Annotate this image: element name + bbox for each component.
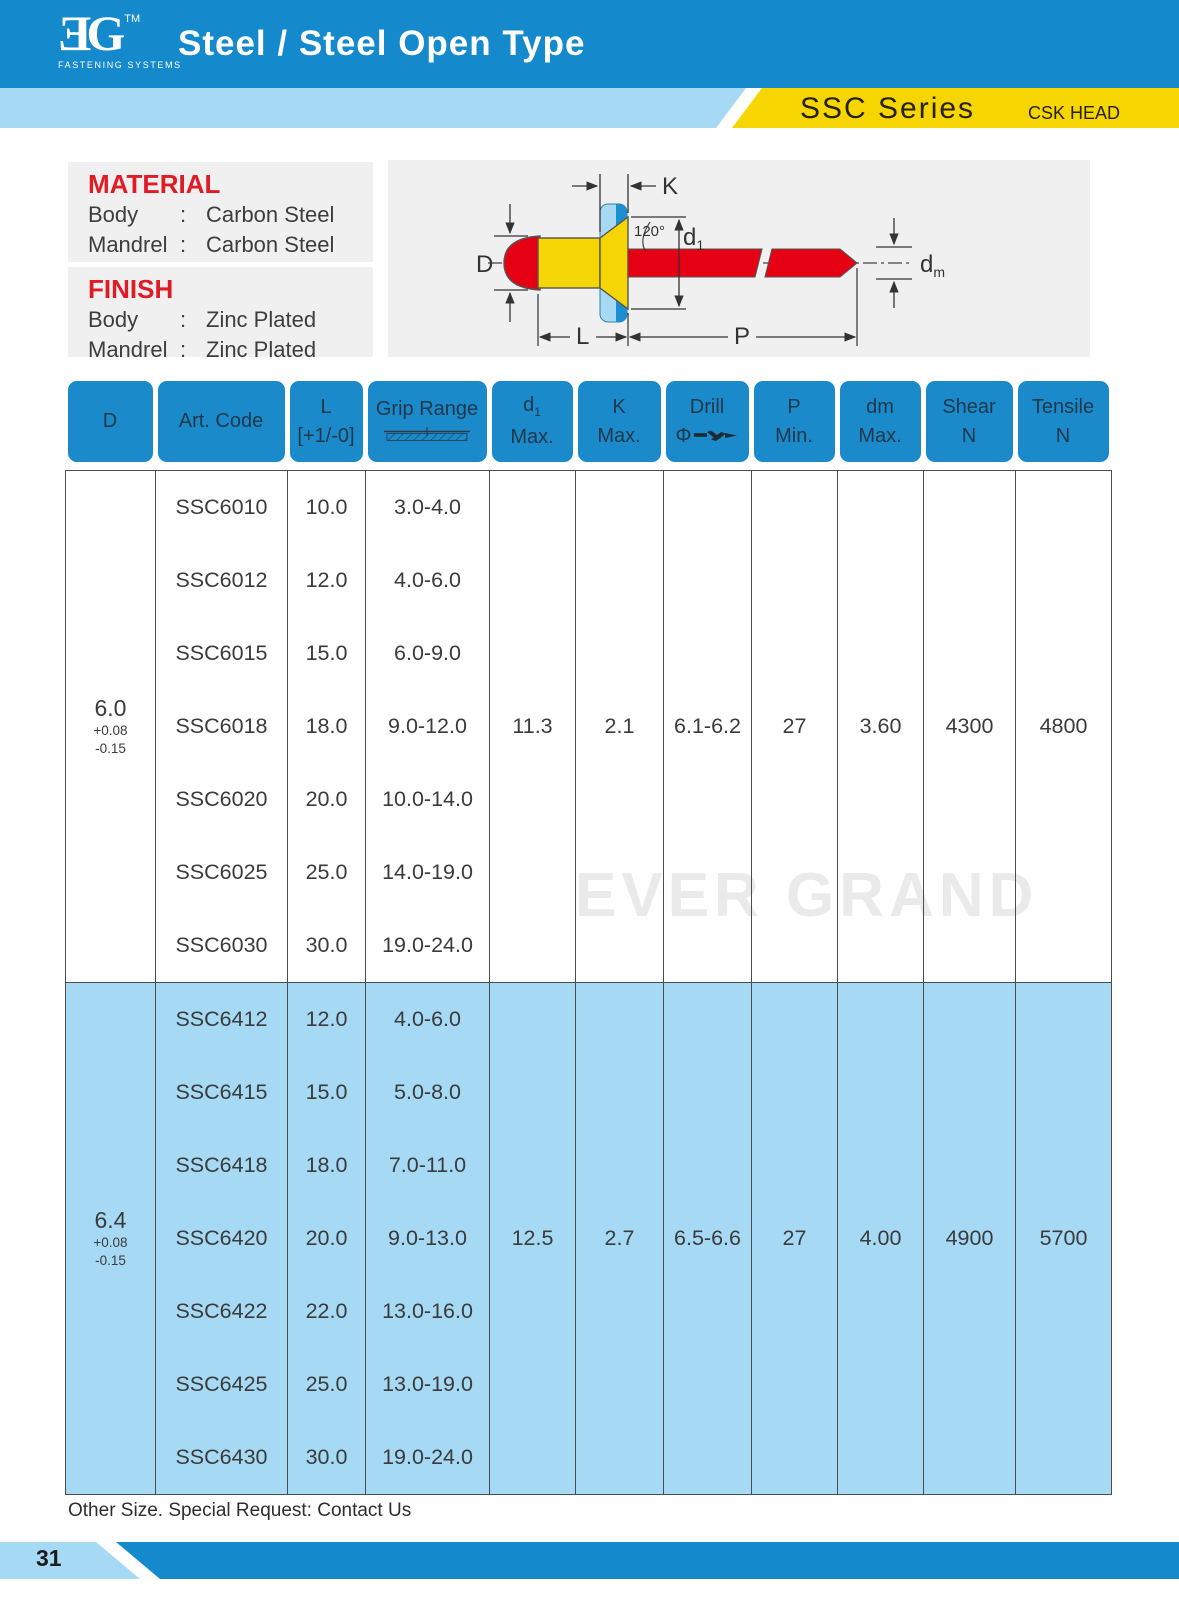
grip-range-cell: 19.0-24.0 [366, 1421, 490, 1495]
art-code-cell: SSC6018 [156, 690, 288, 763]
rivet-diagram [388, 160, 1090, 357]
colon: : [180, 231, 187, 257]
length-cell: 20.0 [288, 763, 366, 836]
spec-table [65, 470, 1112, 1495]
dim-d-label: D [476, 251, 494, 278]
drill-cell: 6.1-6.2 [664, 471, 752, 983]
drill-cell: 6.5-6.6 [664, 983, 752, 1495]
finish-mandrel-value: Zinc Plated [206, 336, 317, 362]
art-code-cell: SSC6420 [156, 1202, 288, 1275]
logo-subtext: FASTENING SYSTEMS [58, 60, 182, 70]
grip-range-cell: 13.0-16.0 [366, 1275, 490, 1348]
dim-l-label: L [576, 323, 590, 350]
series-banner-bar [0, 88, 1179, 128]
material-body-value: Carbon Steel [206, 201, 335, 227]
d-diameter-cell: 6.0 +0.08 -0.15 [66, 471, 156, 983]
material-body-label: Body [88, 201, 139, 227]
grip-range-cell: 14.0-19.0 [366, 836, 490, 909]
length-cell: 25.0 [288, 836, 366, 909]
col-header-grip-range: Grip Range [368, 381, 487, 462]
grip-range-cell: 7.0-11.0 [366, 1129, 490, 1202]
dim-k-label: K [662, 173, 679, 200]
col-header-drill: Drill Φ [666, 381, 749, 462]
material-body-row [88, 200, 373, 230]
art-code-cell: SSC6025 [156, 836, 288, 909]
footer-note: Other Size. Special Request: Contact Us [68, 1500, 412, 1521]
grip-range-icon [384, 427, 470, 444]
p-min-cell: 27 [752, 471, 838, 983]
length-cell: 30.0 [288, 1421, 366, 1495]
dim-p-label: P [734, 323, 751, 350]
art-code-cell: SSC6425 [156, 1348, 288, 1421]
colon: : [180, 336, 187, 362]
col-header-k: K Max. [578, 381, 661, 462]
page-title: Steel / Steel Open Type [178, 24, 586, 63]
grip-range-cell: 19.0-24.0 [366, 909, 490, 983]
watermark: EVER GRAND [575, 861, 1039, 930]
length-cell: 25.0 [288, 1348, 366, 1421]
material-heading: MATERIAL [88, 169, 221, 199]
top-header-bar [0, 0, 1179, 88]
k-max-cell: 2.1 [576, 471, 664, 983]
length-cell: 20.0 [288, 1202, 366, 1275]
drill-icon [694, 425, 738, 447]
tensile-cell: 4800 [1016, 471, 1112, 983]
k-max-cell: 2.7 [576, 983, 664, 1495]
phi-symbol: Φ [675, 424, 692, 447]
length-cell: 10.0 [288, 471, 366, 545]
company-logo [58, 5, 182, 70]
finish-mandrel-row [88, 335, 373, 365]
col-header-art-code: Art. Code [158, 381, 285, 462]
trademark-symbol: TM [124, 13, 141, 25]
col-header-l: L [+1/-0] [290, 381, 363, 462]
length-cell: 15.0 [288, 617, 366, 690]
col-header-d1: $d_1$ Max. [492, 381, 573, 462]
d1-max-cell: 11.3 [490, 471, 576, 983]
grip-range-cell: 3.0-4.0 [366, 471, 490, 545]
art-code-cell: SSC6418 [156, 1129, 288, 1202]
series-label: SSC Series [800, 92, 976, 125]
table-row [66, 983, 1112, 1057]
dm-max-cell: 4.00 [838, 983, 924, 1495]
page-number: 31 [36, 1545, 62, 1571]
colon: : [180, 306, 187, 332]
colon: : [180, 201, 187, 227]
grip-range-cell: 6.0-9.0 [366, 617, 490, 690]
col-header-d: D [68, 381, 153, 462]
length-cell: 18.0 [288, 1129, 366, 1202]
grip-range-cell: 4.0-6.0 [366, 983, 490, 1057]
shear-cell: 4300 [924, 471, 1016, 983]
finish-heading: FINISH [88, 274, 174, 304]
grip-range-cell: 10.0-14.0 [366, 763, 490, 836]
art-code-cell: SSC6010 [156, 471, 288, 545]
finish-mandrel-label: Mandrel [88, 336, 168, 362]
table-header [65, 378, 1111, 464]
grip-range-cell: 5.0-8.0 [366, 1056, 490, 1129]
footer-dark-strip [0, 1542, 1179, 1579]
finish-body-label: Body [88, 306, 139, 332]
art-code-cell: SSC6020 [156, 763, 288, 836]
length-cell: 12.0 [288, 544, 366, 617]
material-mandrel-label: Mandrel [88, 231, 168, 257]
material-mandrel-row [88, 230, 373, 260]
dim-dm-label: $d_m$ [920, 251, 946, 280]
grip-range-cell: 4.0-6.0 [366, 544, 490, 617]
tensile-cell: 5700 [1016, 983, 1112, 1495]
head-type-label: CSK HEAD [1028, 103, 1121, 123]
art-code-cell: SSC6430 [156, 1421, 288, 1495]
d-diameter-cell: 6.4 +0.08 -0.15 [66, 983, 156, 1495]
shear-cell: 4900 [924, 983, 1016, 1495]
art-code-cell: SSC6415 [156, 1056, 288, 1129]
art-code-cell: SSC6012 [156, 544, 288, 617]
finish-body-row [88, 305, 373, 335]
length-cell: 18.0 [288, 690, 366, 763]
grip-range-cell: 9.0-13.0 [366, 1202, 490, 1275]
logo-mark: ƎG [58, 5, 121, 61]
col-header-tensile: Tensile N [1018, 381, 1109, 462]
grip-range-cell: 9.0-12.0 [366, 690, 490, 763]
finish-body-value: Zinc Plated [206, 306, 317, 332]
length-cell: 30.0 [288, 909, 366, 983]
col-header-shear: Shear N [926, 381, 1013, 462]
dim-d1-label: $d_1$ [683, 224, 705, 253]
dm-max-cell: 3.60 [838, 471, 924, 983]
p-min-cell: 27 [752, 983, 838, 1495]
footer-bar [0, 1542, 1179, 1579]
material-box [68, 162, 373, 262]
table-row [66, 471, 1112, 545]
length-cell: 22.0 [288, 1275, 366, 1348]
dim-angle-label: 120° [634, 223, 666, 240]
length-cell: 15.0 [288, 1056, 366, 1129]
col-header-p: P Min. [754, 381, 835, 462]
art-code-cell: SSC6422 [156, 1275, 288, 1348]
material-mandrel-value: Carbon Steel [206, 231, 335, 257]
art-code-cell: SSC6412 [156, 983, 288, 1057]
d1-max-cell: 12.5 [490, 983, 576, 1495]
art-code-cell: SSC6015 [156, 617, 288, 690]
length-cell: 12.0 [288, 983, 366, 1057]
art-code-cell: SSC6030 [156, 909, 288, 983]
finish-box [68, 267, 373, 362]
grip-range-cell: 13.0-19.0 [366, 1348, 490, 1421]
col-header-dm: dm Max. [840, 381, 921, 462]
